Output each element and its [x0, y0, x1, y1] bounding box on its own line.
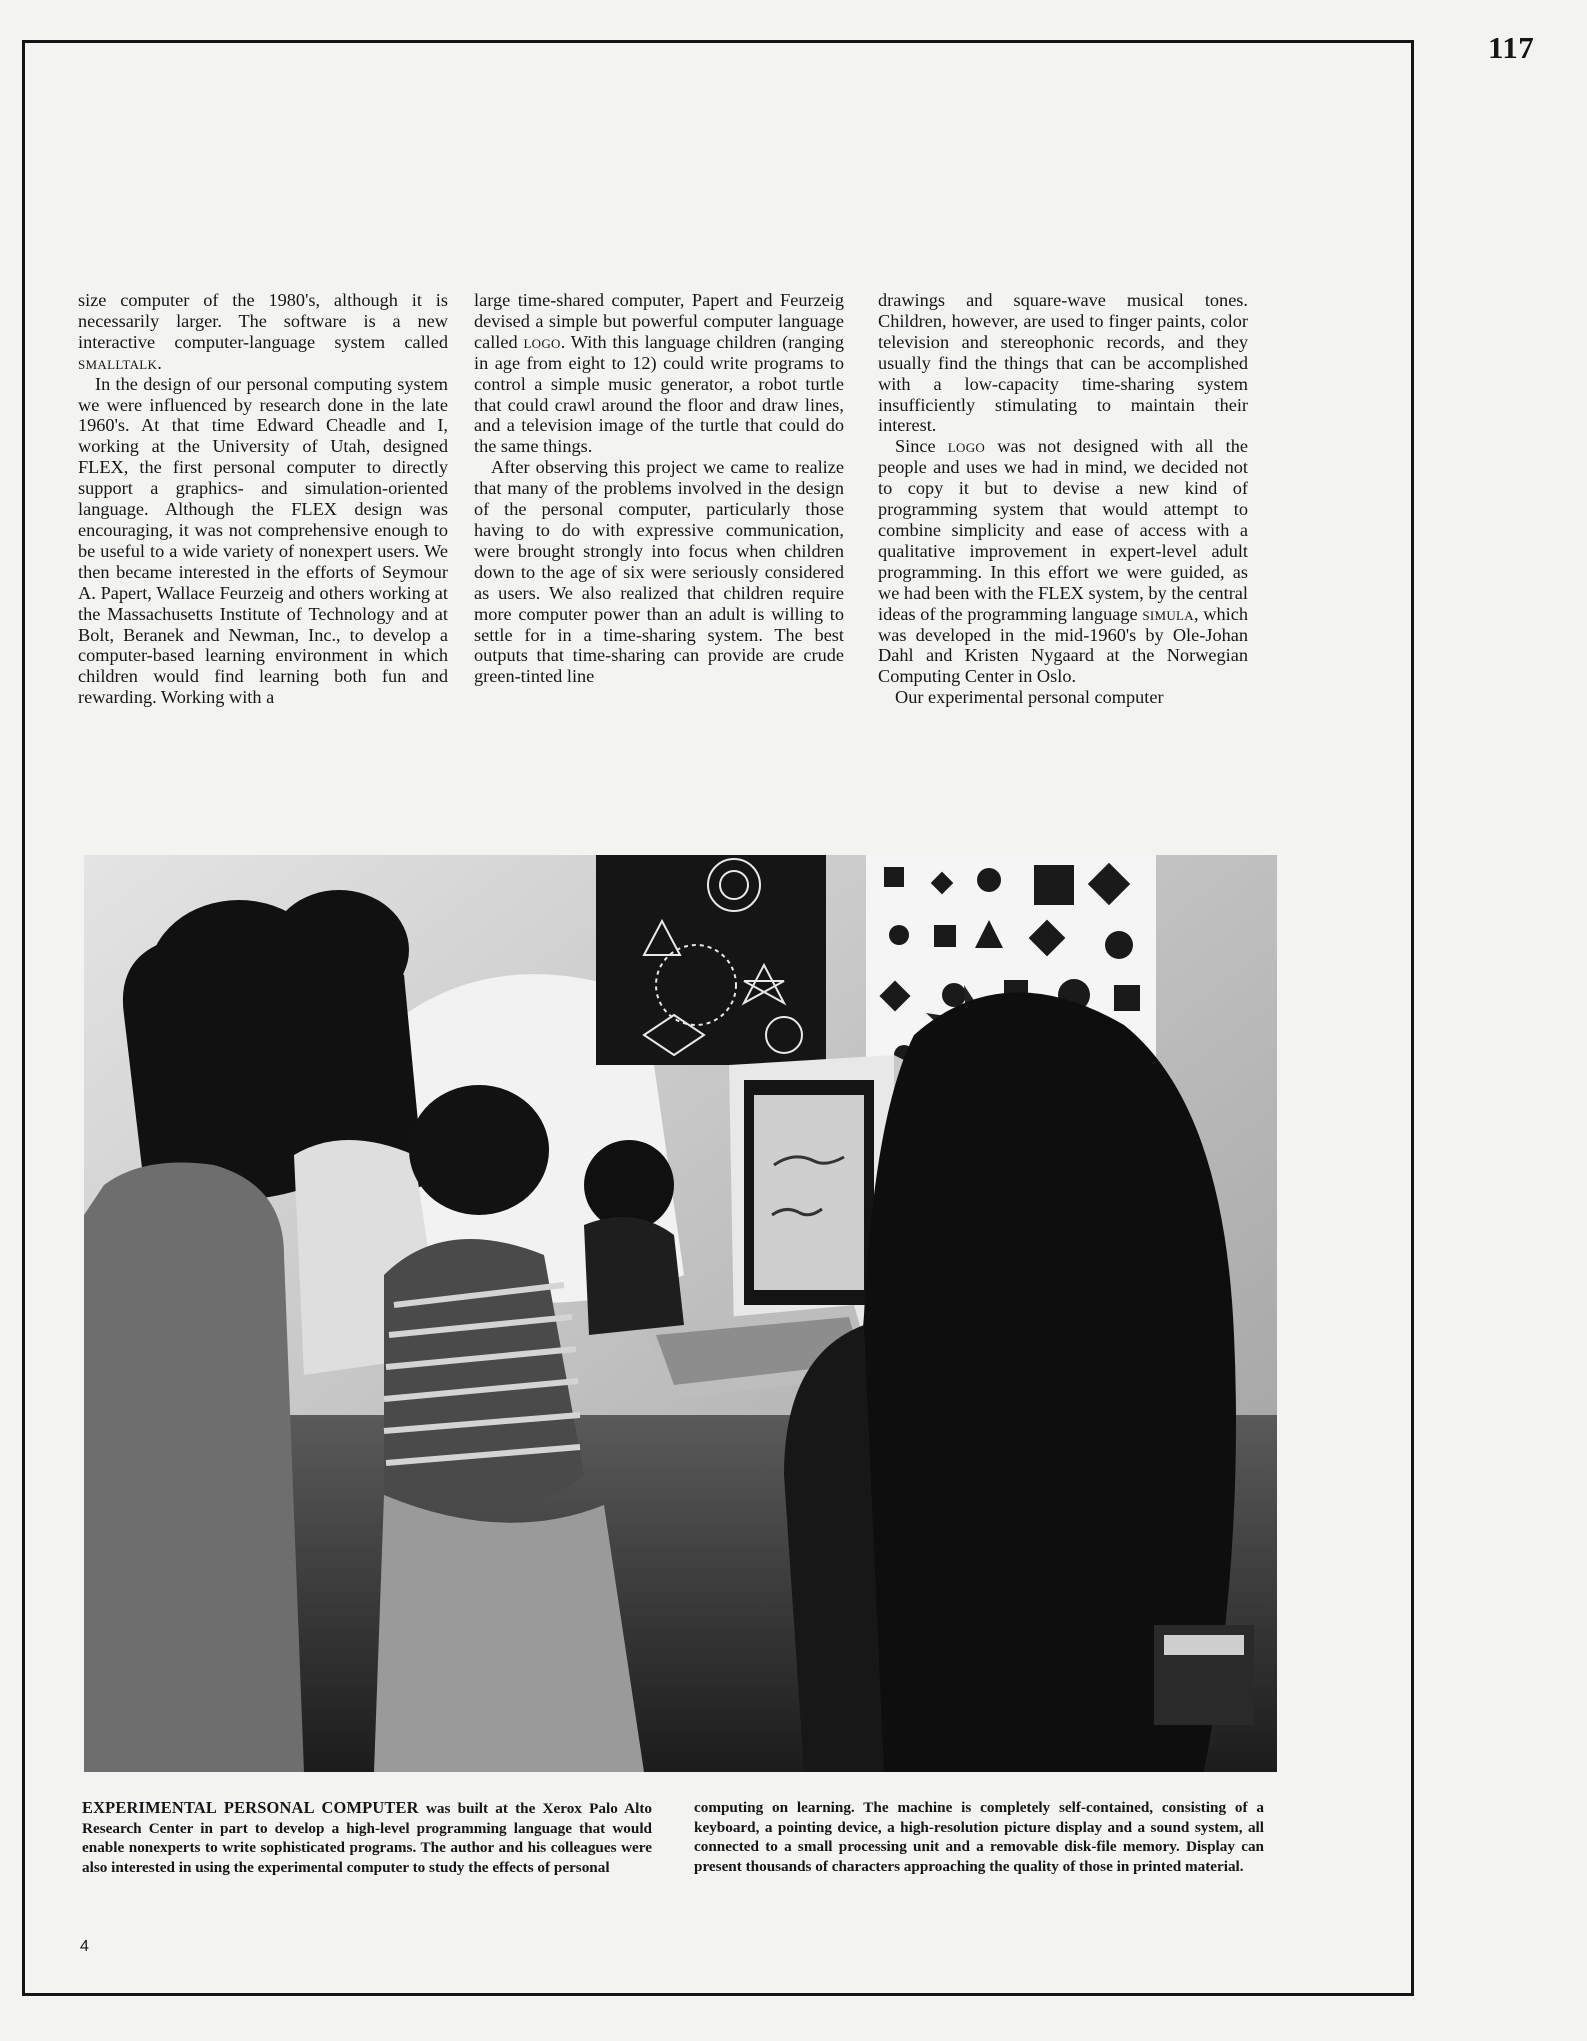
figure-caption-left [82, 1798, 652, 1877]
article-column-2 [474, 290, 844, 687]
paragraph: Since logo was not designed with all the people and uses we had in mind, we decided not to copy it but to devise a new kind of programming system that would attempt to combine simplicity and ease of access with a qualitative improvement in expert-level adult programming. In this effort we were guided, as we had been with the FLEX system, by the central ideas of the programming language simula, which was developed in the mid-1960's by Ole-Johan Dahl and Kristen Nygaard at the Norwegian Computing Center in Oslo. [878, 436, 1249, 687]
article-column-3 [878, 290, 1248, 708]
paragraph: Our experimental personal computer [895, 687, 1164, 708]
person-child-small [584, 1140, 684, 1335]
poster-left [596, 855, 826, 1065]
caption-text: was built at the Xerox Palo Alto Research Center in part to develop a high-level programming language that would enable nonexperts to write sophisticated programs. The author and his colleagues were also interested in using the experimental computer to study the effects of personal [82, 1800, 652, 1876]
photo-illustration [84, 855, 1277, 1772]
disk-unit [1154, 1625, 1254, 1725]
paragraph: drawings and square-wave musical tones. Children, however, are used to finger paints, color television and stereophonic records, and they usually find the things that can be accomplished with a low-capacity time-sharing system insufficiently stimulating to maintain their interest. [878, 290, 1248, 436]
article-column-1 [78, 290, 448, 708]
paragraph: large time-shared computer, Papert and Feurzeig devised a simple but powerful computer language called logo. With this language children (ranging in age from eight to 12) could write programs to control a simple music generator, a robot turtle that could crawl around the floor and draw lines, and a television image of the turtle that could do the same things. [474, 290, 844, 457]
caption-lead: EXPERIMENTAL PERSONAL COMPUTER [82, 1798, 419, 1817]
paragraph: In the design of our personal computing system we were influenced by research done in the late 1960's. At that time Edward Cheadle and I, working at the University of Utah, designed FLEX, the first personal computer to directly support a graphics- and simulation-oriented language. Although the FLEX design was encouraging, it was not comprehensive enough to be useful to a wide variety of nonexpert users. We then became interested in the efforts of Seymour A. Papert, Wallace Feurzeig and others working at the Massachusetts Institute of Technology and at Bolt, Beranek and Newman, Inc., to develop a computer-based learning environment in which children would find learning both fun and rewarding. Working with a [78, 373, 448, 708]
figure-caption-right: computing on learning. The machine is completely self-contained, consisting of a keyboard, a pointing device, a high-resolution picture display and a sound system, all connected to a small processing unit and a removable disk-file memory. Display can present thousands of characters approaching the quality of those in printed material. [694, 1799, 1264, 1875]
paragraph: After observing this project we came to realize that many of the problems involved in the design of the personal computer, particularly those having to do with expressive communication, were brought strongly into focus when children down to the age of six were seriously considered as users. We also realized that children require more computer power than an adult is willing to settle for in a time-sharing system. The best outputs that time-sharing can provide are crude green-tinted line [474, 457, 844, 687]
children-at-computer-photo [84, 855, 1277, 1772]
paragraph: size computer of the 1980's, although it is necessarily larger. The software is a new interactive computer-language system called smalltalk. [78, 290, 448, 373]
folio-number: 4 [80, 1938, 89, 1955]
page-number: 117 [1488, 30, 1535, 65]
